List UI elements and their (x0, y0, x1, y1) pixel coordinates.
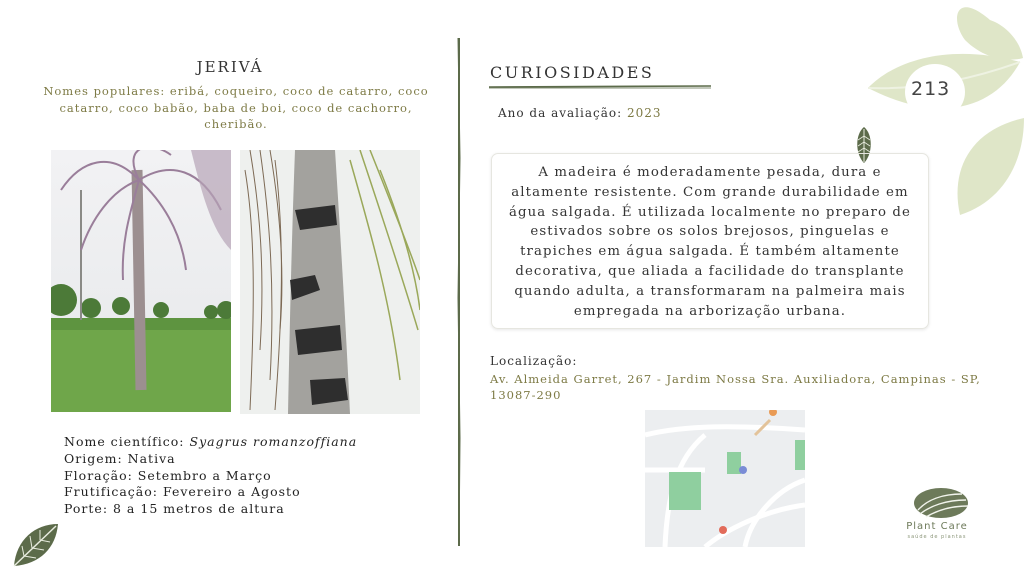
curiosities-title: CURIOSIDADES (490, 63, 655, 82)
vertical-divider (457, 38, 461, 546)
evaluation-year (498, 106, 662, 120)
origin-text: Origem: Nativa (64, 450, 176, 466)
scientific-name-label: Nome científico: (64, 434, 185, 449)
evaluation-year-label: Ano da avaliação: (498, 106, 623, 120)
evaluation-year-value: 2023 (626, 106, 662, 120)
flowering-text: Floração: Setembro a Março (64, 467, 272, 483)
location-address: Av. Almeida Garret, 267 - Jardim Nossa Sra. Auxiliadora, Campinas - SP, 13087-290 (490, 372, 981, 402)
palm-trunk-photo (240, 150, 420, 414)
page-number: 213 (911, 78, 951, 100)
location-map[interactable] (645, 410, 805, 547)
title-underline (489, 84, 711, 90)
location-label: Localização: (490, 354, 578, 368)
palm-park-photo (51, 150, 231, 412)
curiosities-text: A madeira é moderadamente pesada, dura e altamente resistente. Com grande durabilidade em água salgada. É utilizada localmente no preparo de estivados sobre os solos brejosos, pinguelas e trapiches em água salgada. É também altamente decorativa, que aliada a facilidade do transplante quando adulta, a transformaram na palmeira mais empregada na arborização urbana. (491, 153, 929, 329)
fruiting-text: Frutificação: Fevereiro a Agosto (64, 484, 301, 500)
plant-info (64, 434, 357, 518)
popular-names: Nomes populares: eribá, coqueiro, coco de catarro, coco catarro, coco babão, baba de boi, coco de cachorro, cheribão. (43, 84, 429, 131)
scientific-name-value: Syagrus romanzoffiana (189, 434, 358, 449)
leaf-icon (10, 520, 62, 570)
brand-name: Plant Care (906, 521, 968, 532)
size-text: Porte: 8 a 15 metros de altura (64, 501, 285, 517)
plant-name: JERIVÁ (196, 58, 264, 76)
brand-tagline: saúde de plantas (907, 534, 967, 540)
plant-care-logo-icon (912, 486, 970, 520)
